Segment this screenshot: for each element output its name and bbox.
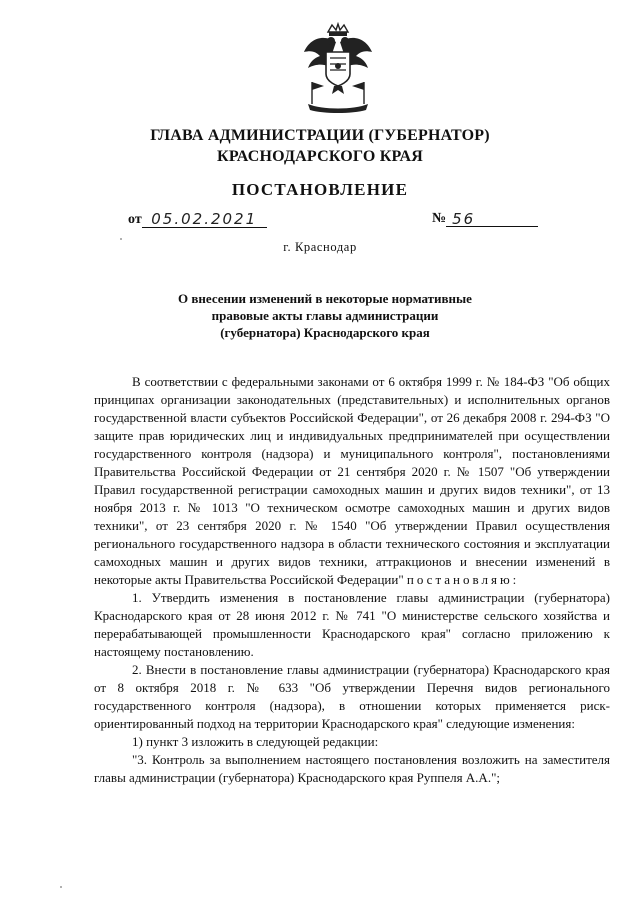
scan-speck: [60, 886, 62, 888]
title-line-1: О внесении изменений в некоторые нормативные: [178, 291, 472, 306]
item-2-paragraph: 2. Внести в постановление главы администрации (губернатора) Краснодарского края от 8 октября 2018 г. № 633 "Об утверждении Перечня видов регионального государственного контроля (надзора), в отношении которых применяется риск-ориентированный подход на территории Краснодарского края" следующие изменения:: [94, 662, 610, 731]
authority-header: [0, 125, 640, 167]
quote-paragraph: "3. Контроль за выполнением настоящего постановления возложить на заместителя главы администрации (губернатора) Краснодарского края Руппеля А.А.";: [94, 752, 610, 785]
number-value: 56: [452, 210, 476, 228]
authority-line-1: ГЛАВА АДМИНИСТРАЦИИ (ГУБЕРНАТОР): [150, 127, 490, 144]
date-field: [128, 210, 267, 228]
number-field: [432, 210, 538, 227]
number-underline: [446, 210, 538, 227]
date-prefix: от: [128, 212, 142, 227]
preamble-paragraph: [94, 373, 610, 589]
coat-of-arms-emblem: [298, 22, 378, 114]
document-body: [94, 373, 610, 787]
city-name: г. Краснодар: [283, 240, 357, 254]
document-title: [160, 290, 490, 341]
document-type: ПОСТАНОВЛЕНИЕ: [231, 180, 409, 199]
preamble-text: В соответствии с федеральными законами от 6 октября 1999 г. № 184-ФЗ "Об общих принципах организации законодательных (представительных) и исполнительных органов государственной власти субъектов Российской Федерации", от 26 декабря 2008 г. 294-ФЗ "О защите прав юридических лиц и индивидуальных предпринимателей при осуществлении государственного контроля (надзора) и муниципального контроля", постановлениями Правительства Российской Федерации от 21 сентября 2020 г. № 1507 "Об утверждении Правил государственной регистрации самоходных машин и других видов техники", от 13 ноября 2013 г. № 1013 "О техническом осмотре самоходных машин и других видов техники", от 23 сентября 2020 г. № 1540 "Об утверждении Правил осуществления регионального государственного надзора в области технического состояния и эксплуатации самоходных машин и других видов техники, аттракционов и внесении изменений в некоторые акты Правительства Российской Федерации": [94, 374, 610, 587]
subitem-1-paragraph: 1) пункт 3 изложить в следующей редакции:: [132, 734, 379, 749]
date-value: 05.02.2021: [151, 210, 258, 228]
title-line-3: (губернатора) Краснодарского края: [220, 325, 430, 340]
scan-speck: [120, 238, 122, 240]
title-line-2: правовые акты главы администрации: [211, 308, 439, 323]
authority-line-2: КРАСНОДАРСКОГО КРАЯ: [217, 148, 423, 165]
date-underline: [142, 210, 267, 228]
number-prefix: №: [432, 211, 447, 226]
decree-word: постановляю:: [406, 572, 520, 587]
item-1-paragraph: 1. Утвердить изменения в постановление главы администрации (губернатора) Краснодарского края от 28 июня 2012 г. № 741 "О министерстве сельского хозяйства и перерабатывающей промышленности Краснодарского края" согласно приложению к настоящему постановлению.: [94, 590, 610, 659]
